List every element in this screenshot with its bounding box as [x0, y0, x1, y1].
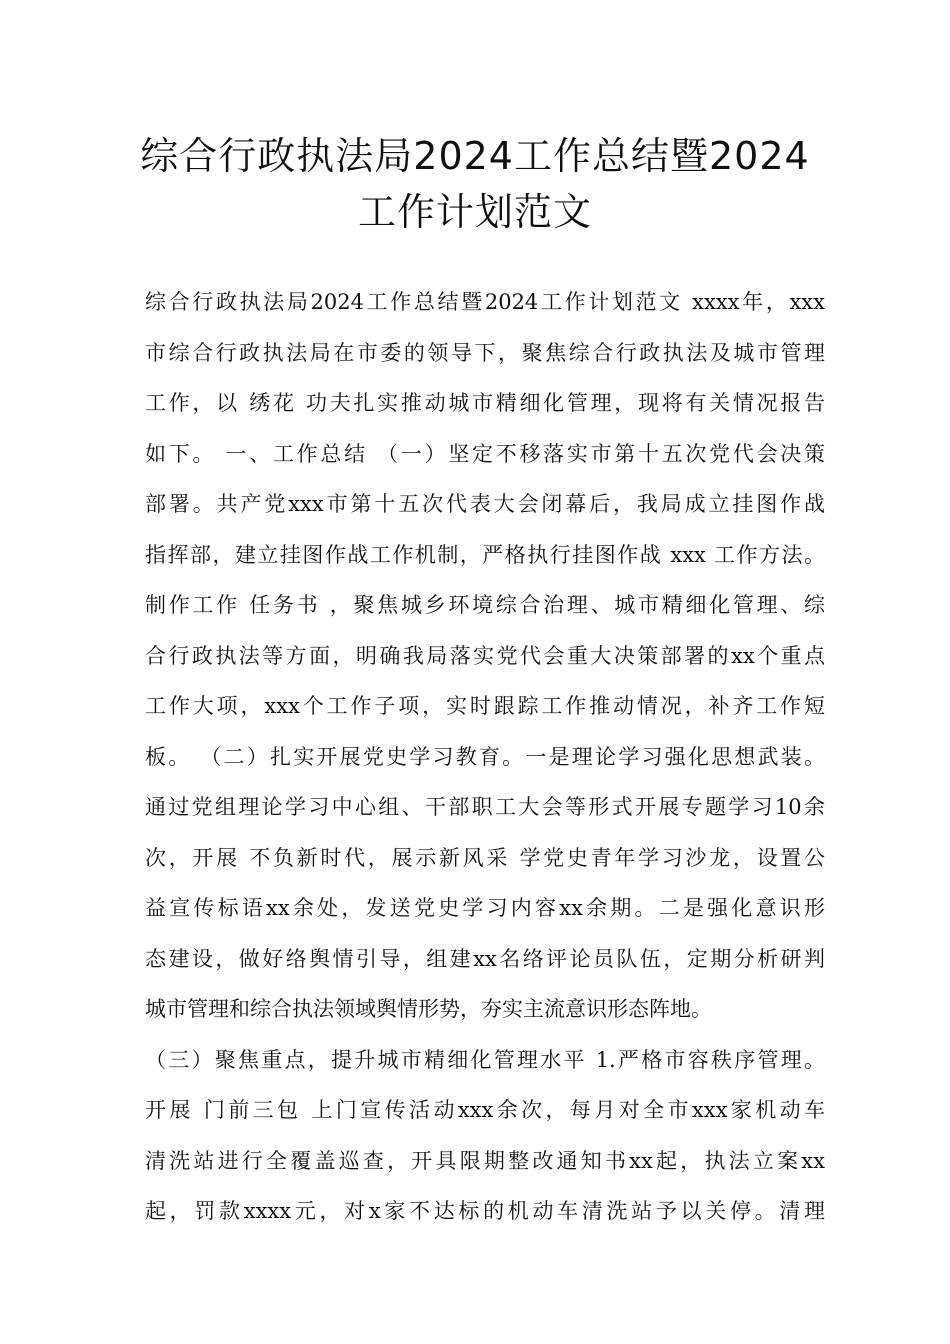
title-line-2: 工作计划范文 — [357, 190, 592, 234]
body-line: 市综合行政执法局在市委的领导下，聚焦综合行政执法及城市管理 — [145, 340, 825, 365]
body-line: 开展 门前三包 上门宣传活动xxx余次，每月对全市xxx家机动车 — [145, 1098, 825, 1122]
body-line: 部署。共产党xxx市第十五次代表大会闭幕后，我局成立挂图作战 — [145, 492, 825, 516]
body-line: （三）聚焦重点，提升城市精细化管理水平 1.严格市容秩序管理。 — [145, 1047, 825, 1072]
body-line: 起，罚款xxxx元，对x家不达标的机动车清洗站予以关停。清理 — [145, 1199, 825, 1223]
body-line: 益宣传标语xx余处，发送党史学习内容xx余期。二是强化意识形 — [145, 896, 825, 920]
body-line: 通过党组理论学习中心组、干部职工大会等形式开展专题学习10余 — [145, 795, 825, 819]
document-body — [145, 284, 825, 1244]
body-line: 态建设，做好络舆情引导，组建xx名络评论员队伍，定期分析研判 — [145, 946, 825, 971]
body-line: 指挥部，建立挂图作战工作机制，严格执行挂图作战 xxx 工作方法。 — [145, 542, 825, 567]
body-line: 制作工作 任务书 ，聚焦城乡环境综合治理、城市精细化管理、综 — [145, 593, 825, 617]
document-title — [120, 128, 830, 240]
body-line: 板。 （二）扎实开展党史学习教育。一是理论学习强化思想武装。 — [145, 744, 825, 769]
body-line: 如下。 一、工作总结 （一）坚定不移落实市第十五次党代会决策 — [145, 441, 825, 466]
body-line: 清洗站进行全覆盖巡查，开具限期整改通知书xx起，执法立案xx — [145, 1148, 825, 1173]
body-line: 综合行政执法局2024工作总结暨2024工作计划范文 xxxx年，xxx — [145, 290, 825, 314]
body-line: 合行政执法等方面，明确我局落实党代会重大决策部署的xx个重点 — [145, 643, 825, 668]
body-line: 工作大项，xxx个工作子项，实时跟踪工作推动情况，补齐工作短 — [145, 694, 825, 718]
body-line: 城市管理和综合执法领域舆情形势，夯实主流意识形态阵地。 — [145, 997, 712, 1021]
title-line-1: 综合行政执法局2024工作总结暨2024 — [140, 134, 810, 178]
body-line: 工作，以 绣花 功夫扎实推动城市精细化管理，现将有关情况报告 — [145, 391, 825, 415]
body-line: 次，开展 不负新时代，展示新风采 学党史青年学习沙龙，设置公 — [145, 845, 825, 870]
